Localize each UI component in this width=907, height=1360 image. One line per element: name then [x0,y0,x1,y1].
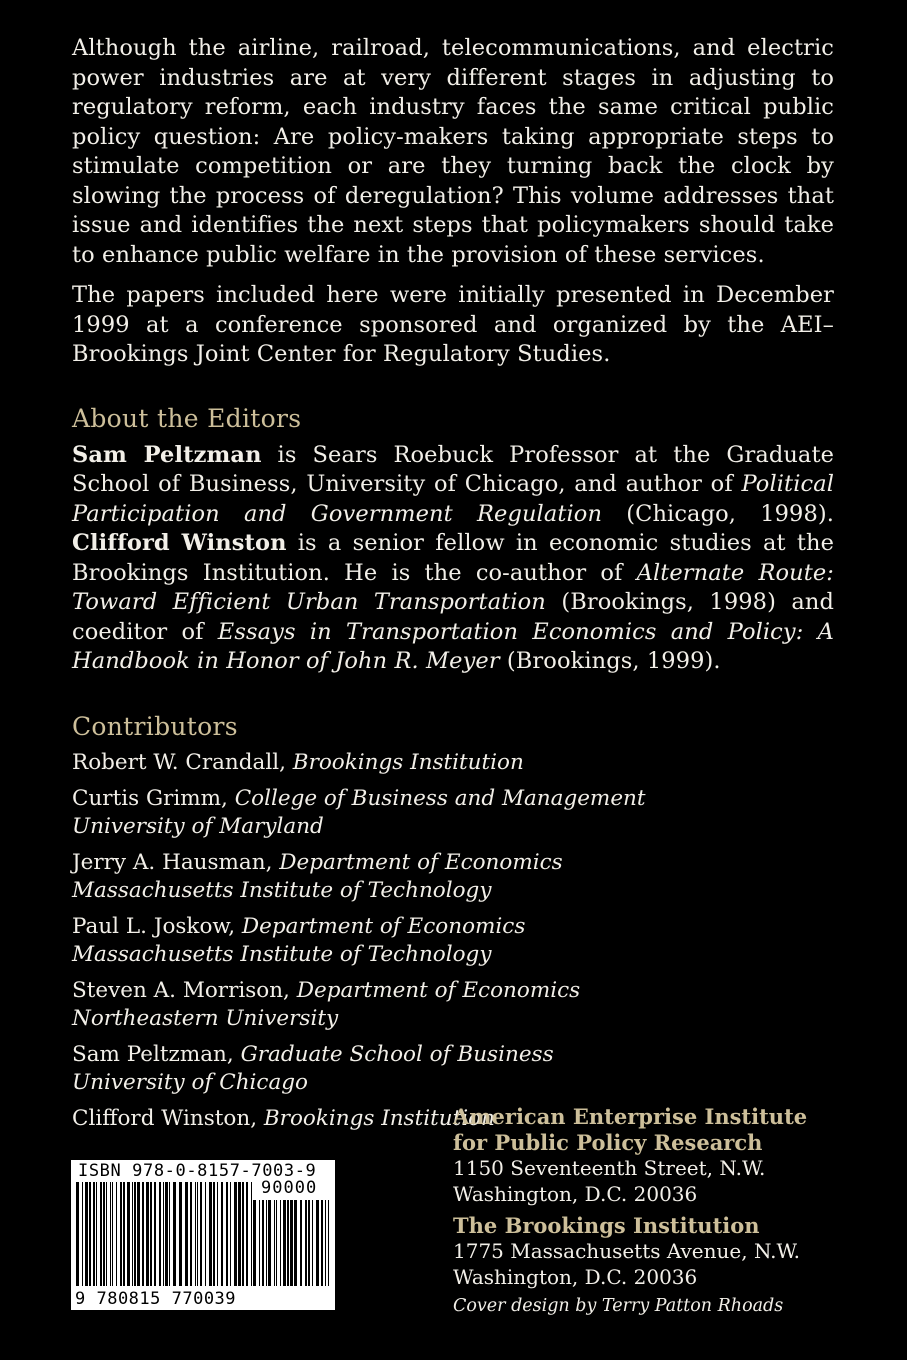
barcode-bar [76,1182,79,1286]
contributors-list [72,749,834,1133]
barcode-bar [274,1200,275,1286]
intro-paragraph-2: The papers included here were initially presented in December 1999 at a conference sponsored and organized by the AEI–Brookings Joint Center for Regulatory Studies. [72,282,834,367]
barcode-bar [276,1200,277,1286]
barcode-bar [106,1182,107,1286]
barcode-bar [195,1182,196,1286]
barcode-bar [238,1182,241,1286]
contributor-affiliation-line2: Massachusetts Institute of Technology [72,877,492,903]
barcode-bar [251,1182,252,1286]
barcode-bar [120,1182,122,1286]
contributor-name: Curtis Grimm, [72,786,235,811]
contributor-affiliation: Department of Economics [296,978,581,1003]
isbn-barcode [71,1160,335,1310]
barcode-bar [103,1182,105,1286]
barcode-bar [82,1182,83,1286]
barcode-bar [328,1200,329,1286]
barcode-bar [179,1182,182,1286]
brookings-name: The Brookings Institution [453,1213,760,1238]
barcode-bar [112,1182,113,1286]
bio-text-5: (Brookings, 1999). [499,648,721,674]
contributor-name: Paul L. Joskow, [72,914,242,939]
contributor-affiliation: Department of Economics [241,914,526,939]
barcode-bar [209,1182,212,1286]
barcode-bar [132,1182,133,1286]
barcode-bar [234,1182,237,1286]
contributors-heading: Contributors [72,711,238,741]
editor-name-winston: Clifford Winston [72,530,287,556]
ean-digits: 9 780815 770039 [75,1289,237,1309]
contributor-item [72,785,834,840]
brookings-address-line1: 1775 Massachusetts Avenue, N.W. [453,1239,800,1263]
barcode-bar [123,1182,125,1286]
barcode-bar [312,1200,313,1286]
barcode-bar [200,1182,202,1286]
barcode-bar [321,1200,323,1286]
contributor-item [72,977,834,1032]
intro-paragraph-1: Although the airline, railroad, telecommunications, and electric power industries are at very different stages in adjusting to regulatory reform, each industry faces the same critical public policy question: Are policy-makers taking appropriate steps to stimulate competition or are they turning back the clock by slowing the process of deregulation? This volume addresses that issue and identifies the next steps that policymakers should take to enhance public welfare in the provision of these services. [72,35,834,268]
back-cover-text [72,34,834,1142]
barcode-bar [150,1182,152,1286]
publisher-info [453,1104,873,1316]
barcode-bar [294,1200,297,1286]
barcode-bar [325,1200,326,1286]
barcode-bar [137,1182,140,1286]
contributor-affiliation: Brookings Institution [263,1106,495,1131]
contributor-affiliation: Graduate School of Business [240,1042,554,1067]
price-code: 90000 [261,1178,318,1198]
barcode-bar [305,1200,307,1286]
barcode-bar [213,1182,215,1286]
barcode-bar [197,1182,198,1286]
barcode-bar [134,1182,136,1286]
barcode-bar [230,1182,231,1286]
barcode-bar [146,1182,149,1286]
contributor-name: Steven A. Morrison, [72,978,297,1003]
barcode-bar [205,1182,206,1286]
barcode-bar [300,1200,302,1286]
book-title-2: Alternate Route: Toward Efficient Urban Transportation [72,559,834,615]
contributor-affiliation: Department of Economics [279,850,563,875]
barcode-bar [142,1182,144,1286]
barcode-bar [246,1182,248,1286]
contributor-affiliation: College of Business and Management [234,786,646,811]
barcode-bar [89,1182,91,1286]
book-title-1: Political Participation and Government Regulation [72,471,834,527]
barcode-bar [253,1200,256,1286]
addon-bars [253,1200,329,1286]
contributor-item [72,913,834,968]
about-editors-section [72,403,834,677]
barcode-bar [116,1182,117,1286]
barcode-bar [100,1182,102,1286]
barcode-bar [283,1200,286,1286]
barcode-bar [290,1200,293,1286]
aei-address-line2: Washington, D.C. 20036 [453,1181,698,1206]
barcode-bar [280,1200,281,1286]
contributor-name: Jerry A. Hausman, [72,850,280,875]
bio-text-3: is a senior fellow in economic studies at the Brookings Institution. He is the co-author of [72,530,835,586]
barcode-bar [96,1182,97,1286]
barcode-bar [163,1182,164,1286]
barcode-bar [259,1200,260,1286]
bio-text-4: (Brookings, 1998) and coeditor of [72,589,834,645]
about-editors-heading: About the Editors [72,403,302,433]
barcode-bar [266,1200,267,1286]
barcode-bar [173,1182,176,1286]
editors-bio [72,441,834,677]
cover-design-credit: Cover design by Terry Patton Rhoads [453,1296,784,1316]
contributor-affiliation: Brookings Institution [292,749,524,775]
contributor-name: Clifford Winston, [72,1106,264,1131]
barcode-bar [165,1182,168,1286]
barcode-bar [316,1200,319,1286]
bio-text-1: is Sears Roebuck Professor at the Graduate School of Business, University of Chicago, and author of [72,441,834,497]
bio-text-2: (Chicago, 1998). [602,500,834,527]
contributor-name: Sam Peltzman, [72,1042,241,1067]
barcode-bar [308,1200,310,1286]
barcode-bar [110,1182,111,1286]
barcode-bar [159,1182,161,1286]
barcode-bar [85,1182,88,1286]
barcode-bar [226,1182,228,1286]
barcode-bar [127,1182,130,1286]
brookings-address-line2: Washington, D.C. 20036 [453,1264,698,1289]
book-title-3: Essays in Transportation Economics and Policy: A Handbook in Honor of John R. Meyer [72,618,834,674]
contributor-item [72,849,834,904]
aei-address-line1: 1150 Seventeenth Street, N.W. [453,1156,766,1180]
barcode-bar [154,1182,156,1286]
barcode-bar [268,1200,271,1286]
barcode-bar [217,1182,218,1286]
contributors-section [72,711,834,1133]
contributor-affiliation-line2: Northeastern University [72,1005,339,1031]
contributor-name: Robert W. Crandall, [72,749,293,775]
contributor-affiliation-line2: University of Maryland [72,813,324,839]
barcode-bar [169,1182,170,1286]
ean-bars [76,1182,252,1286]
barcode-bar [262,1200,264,1286]
contributor-affiliation-line2: University of Chicago [72,1069,308,1095]
contributor-item [72,749,834,777]
barcode-bar [287,1200,289,1286]
aei-name-line2: for Public Policy Research [453,1130,763,1155]
barcode-bar [190,1182,192,1286]
aei-name-line1: American Enterprise Institute [453,1104,808,1129]
isbn-number: ISBN 978-0-8157-7003-9 [78,1161,317,1181]
barcode-bar [93,1182,95,1286]
barcode-bar [242,1182,244,1286]
contributor-affiliation-line2: Massachusetts Institute of Technology [72,941,492,967]
barcode-bar [185,1182,188,1286]
editor-name-peltzman: Sam Peltzman [72,441,262,468]
contributor-item [72,1041,834,1096]
barcode-bar [221,1182,223,1286]
